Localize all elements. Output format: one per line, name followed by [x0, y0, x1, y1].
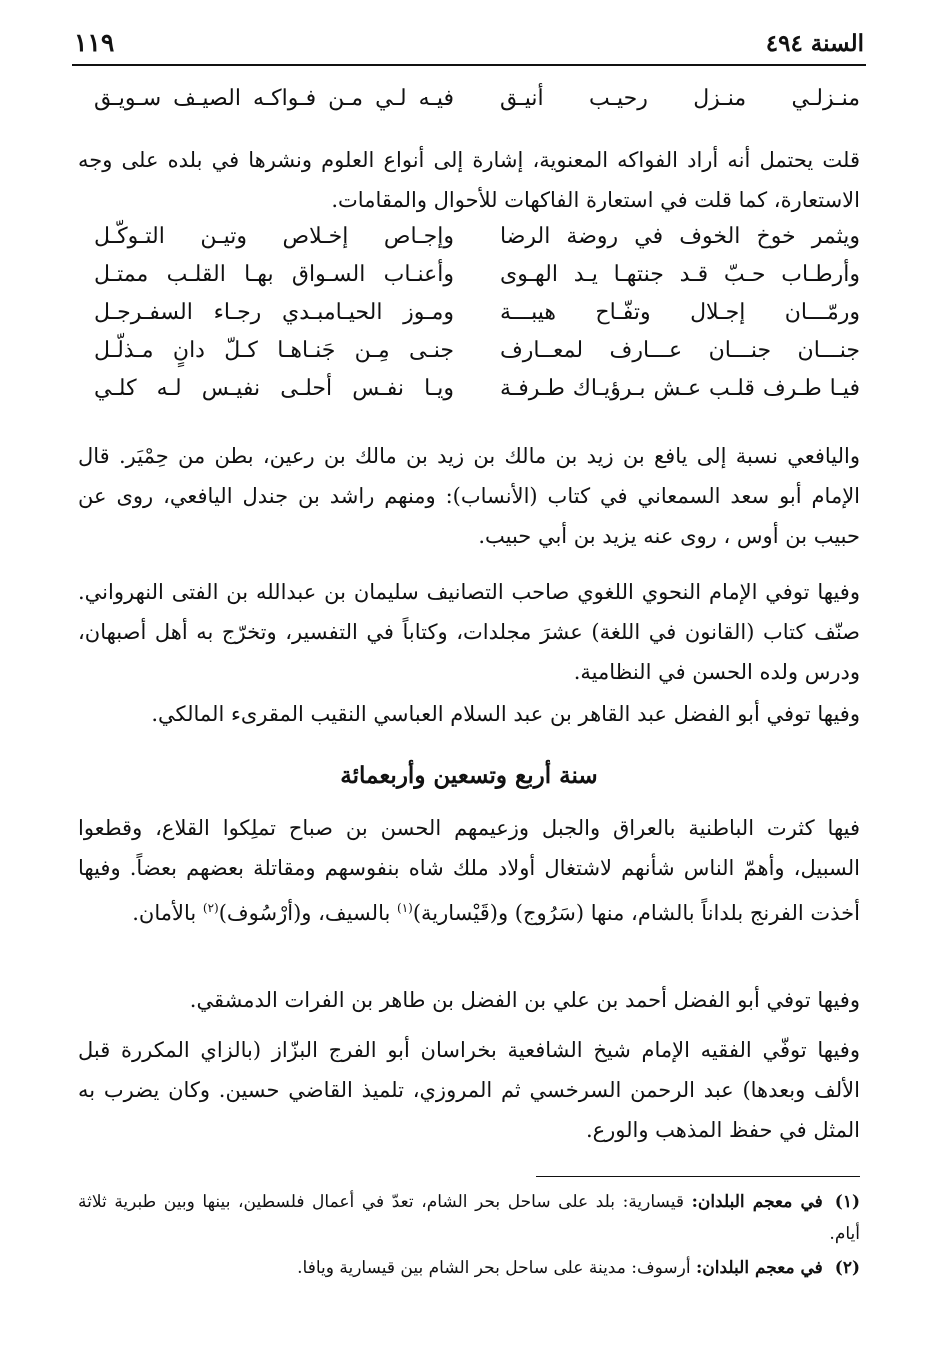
- footnote-text: أرسوف: مدينة على ساحل بحر الشام بين قيسارية ويافا.: [297, 1258, 696, 1278]
- verse-first-hemistich: ورمّـــان إجـلال وتفّـاح هيبـــة: [500, 300, 860, 325]
- paragraph: وفيها توفّي الفقيه الإمام شيخ الشافعية بخراسان أبو الفرج البزّاز (بالزاي المكررة قبل الألف وبعدها) عبد الرحمن السرخسي ثم المروزي، تلميذ القاضي حسين. وكان يضرب به المثل في حفظ المذهب والورع.: [78, 1038, 860, 1142]
- verse-second-hemistich: جنـى مِـن جَنـاهـا كـلّ دانٍ مـذلّـل: [94, 338, 454, 363]
- running-title: السنة ٤٩٤: [765, 30, 864, 57]
- paragraph: وفيها توفي الإمام النحوي اللغوي صاحب التصانيف سليمان بن عبدالله بن الفتى النهرواني. صنّف كتاب (القانون في اللغة) عشرَ مجلدات، وكتاباً في التفسير، وتخرّج به أهل أصبهان، ودرس ولده الحسن في النظامية.: [78, 580, 860, 684]
- verse-second-hemistich: ومـوز الحيـامبـدي رجـاء السفـرجـل: [94, 300, 454, 325]
- verse-first-hemistich: جنـــان جنـــان عـــارف لمعــارف: [500, 338, 860, 363]
- footnote-separator: [536, 1176, 860, 1177]
- paragraph: واليافعي نسبة إلى يافع بن زيد بن مالك بن زيد بن مالك بن رعين، بطن من حِمْيَر. قال الإمام أبو سعد السمعاني في كتاب (الأنساب): ومنهم راشد بن جندل اليافعي، روى عن حبيب بن أوس ، روى عنه يزيد بن أبي حبيب.: [78, 444, 860, 548]
- verse-second-hemistich: وإجـاص إخـلاص وتيـن التـوكّـل: [94, 224, 454, 249]
- paragraph-text: فيها كثرت الباطنية بالعراق والجبل وزعيمهم الحسن بن صباح تملِكوا القلاع، وقطعوا السبيل، وأهمّ الناس شأنهم لاشتغال أولاد ملك شاه بنفوسهم ومقاتلة بعضهم بعضاً. وفيها أخذت الفرنج بلداناً بالشام، منها (سَرُوج) و(قَيْسارية): [78, 816, 860, 925]
- paragraph: قلت يحتمل أنه أراد الفواكه المعنوية، إشارة إلى أنواع العلوم ونشرها في بلده على وجه الاستعارة، كما قلت في استعارة الفاكهات للأحوال والمقامات.: [78, 148, 860, 212]
- poem-verse: [78, 376, 860, 414]
- footnote: [78, 1186, 860, 1250]
- poem-verse: [78, 86, 860, 124]
- footnote-number: (٢): [834, 1258, 860, 1278]
- verse-first-hemistich: منـزلـي منـزل رحيـب أنيـق: [500, 86, 860, 111]
- page-number: ١١٩: [74, 28, 115, 57]
- section-heading: سنة أربع وتسعين وأربعمائة: [340, 762, 598, 789]
- paragraph: [78, 808, 860, 933]
- footnote-number: (١): [834, 1192, 860, 1212]
- verse-first-hemistich: وأرطـاب حـبّ قـد جنتهـا يـد الهـوى: [500, 262, 860, 287]
- verse-first-hemistich: ويثمر خوخ الخوف في روضة الرضا: [500, 224, 860, 249]
- footnote-source: في معجم البلدان:: [691, 1192, 823, 1212]
- footnote-marker: (١): [397, 901, 413, 915]
- footnote-marker: (٢): [202, 901, 219, 915]
- footnote: [78, 1252, 860, 1284]
- paragraph: وفيها توفي أبو الفضل أحمد بن علي بن الفضل بن طاهر بن الفرات الدمشقي.: [189, 988, 860, 1012]
- poem-verse: [78, 224, 860, 262]
- paragraph-text: بالسيف، و(أرْسُوف): [218, 901, 397, 925]
- poem-verse: [78, 262, 860, 300]
- footnote-text: قيسارية: بلد على ساحل بحر الشام، تعدّ في أعمال فلسطين، بينها وبين طبرية ثلاثة أيام.: [78, 1192, 860, 1244]
- paragraph: وفيها توفي أبو الفضل عبد القاهر بن عبد السلام العباسي النقيب المقرىء المالكي.: [151, 702, 860, 726]
- page-header: [72, 28, 866, 66]
- verse-second-hemistich: وأعنـاب السـواق بهـا القلـب ممتـل: [94, 262, 454, 287]
- verse-first-hemistich: فيـا طـرف قلـب عـش بـرؤيـاك طـرفـة: [500, 376, 860, 401]
- footnote-source: في معجم البلدان:: [695, 1258, 823, 1278]
- verse-second-hemistich: ويـا نفـس أحلـى نفيـس لـه كلـي: [94, 376, 454, 401]
- poem-verse: [78, 338, 860, 376]
- poem-verse: [78, 300, 860, 338]
- verse-second-hemistich: فيـه لـي مـن فـواكـه الصيـف سـويـق: [94, 86, 454, 111]
- paragraph-text: بالأمان.: [132, 901, 203, 925]
